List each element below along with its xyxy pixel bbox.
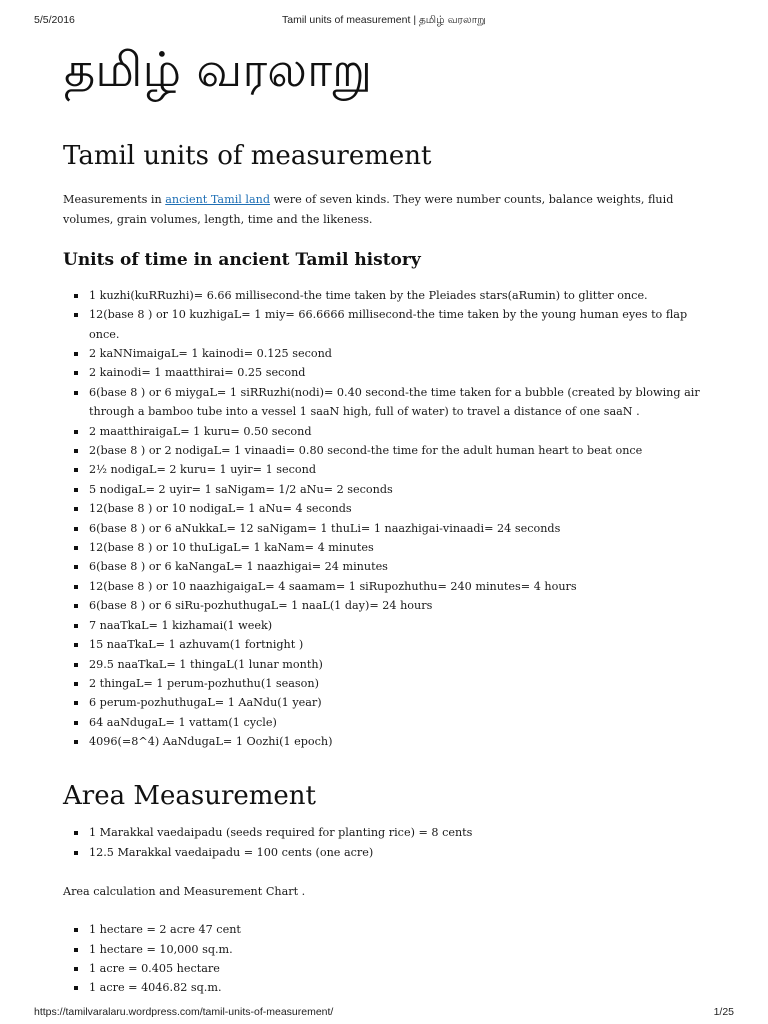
post-title: Tamil units of measurement	[63, 141, 432, 171]
area-measurement-heading: Area Measurement	[63, 780, 317, 811]
list-item: 12.5 Marakkal vaedaipadu = 100 cents (one acre)	[89, 843, 713, 862]
intro-text-after: were of seven kinds. They were number counts, balance weights, fluid volumes, grain volumes, length, time and the likeness.	[63, 192, 674, 226]
list-item: 29.5 naaTkaL= 1 thingaL(1 lunar month)	[89, 655, 713, 674]
list-item: 6(base 8 ) or 6 aNukkaL= 12 saNigam= 1 thuLi= 1 naazhigai-vinaadi= 24 seconds	[89, 519, 713, 538]
list-item: 7 naaTkaL= 1 kizhamai(1 week)	[89, 616, 713, 635]
intro-text-before: Measurements in	[63, 192, 166, 206]
list-item: 1 acre = 0.405 hectare	[89, 959, 713, 978]
list-item: 12(base 8 ) or 10 thuLigaL= 1 kaNam= 4 minutes	[89, 538, 713, 557]
list-item: 1 kuzhi(kuRRuzhi)= 6.66 millisecond-the time taken by the Pleiades stars(aRumin) to glitter once.	[89, 286, 713, 305]
intro-paragraph	[63, 190, 713, 230]
list-item: 2 kainodi= 1 maatthirai= 0.25 second	[89, 363, 713, 382]
list-item: 1 hectare = 10,000 sq.m.	[89, 940, 713, 959]
list-item: 4096(=8^4) AaNdugaL= 1 Oozhi(1 epoch)	[89, 732, 713, 751]
list-item: 6(base 8 ) or 6 siRu-pozhuthugaL= 1 naaL(1 day)= 24 hours	[89, 596, 713, 615]
post-content	[63, 140, 713, 998]
list-item: 64 aaNdugaL= 1 vattam(1 cycle)	[89, 713, 713, 732]
area-chart-list	[63, 920, 713, 998]
list-item: 15 naaTkaL= 1 azhuvam(1 fortnight )	[89, 635, 713, 654]
list-item: 6 perum-pozhuthugaL= 1 AaNdu(1 year)	[89, 693, 713, 712]
list-item: 1 Marakkal vaedaipadu (seeds required for planting rice) = 8 cents	[89, 823, 713, 842]
list-item: 12(base 8 ) or 10 nodigaL= 1 aNu= 4 seconds	[89, 499, 713, 518]
list-item: 12(base 8 ) or 10 kuzhigaL= 1 miy= 66.6666 millisecond-the time taken by the young human eyes to flap once.	[89, 305, 713, 344]
chart-caption: Area calculation and Measurement Chart .	[63, 885, 306, 899]
print-page-title: Tamil units of measurement | தமிழ் வரலாறு	[282, 14, 486, 26]
list-item: 2 maatthiraigaL= 1 kuru= 0.50 second	[89, 422, 713, 441]
area-units-list	[63, 823, 713, 862]
list-item: 2 kaNNimaigaL= 1 kainodi= 0.125 second	[89, 344, 713, 363]
list-item: 2 thingaL= 1 perum-pozhuthu(1 season)	[89, 674, 713, 693]
list-item: 12(base 8 ) or 10 naazhigaigaL= 4 saamam= 1 siRupozhuthu= 240 minutes= 4 hours	[89, 577, 713, 596]
list-item: 5 nodigaL= 2 uyir= 1 saNigam= 1/2 aNu= 2 seconds	[89, 480, 713, 499]
list-item: 6(base 8 ) or 6 kaNangaL= 1 naazhigai= 24 minutes	[89, 557, 713, 576]
ancient-tamil-land-link[interactable]: ancient Tamil land	[165, 192, 271, 206]
list-item: 6(base 8 ) or 6 miygaL= 1 siRRuzhi(nodi)= 0.40 second-the time taken for a bubble (created by blowing air through a bamboo tube into a vessel 1 saaN high, full of water) to travel a distance of one saaN .	[89, 383, 713, 422]
list-item: 1 acre = 4046.82 sq.m.	[89, 978, 713, 997]
list-item: 1 hectare = 2 acre 47 cent	[89, 920, 713, 939]
site-title[interactable]: தமிழ் வரலாறு	[64, 42, 373, 98]
print-url: https://tamilvaralaru.wordpress.com/tamil-units-of-measurement/	[34, 1006, 334, 1018]
page-number: 1/25	[713, 1006, 734, 1018]
print-date: 5/5/2016	[34, 14, 75, 26]
list-item: 2(base 8 ) or 2 nodigaL= 1 vinaadi= 0.80 second-the time for the adult human heart to beat once	[89, 441, 713, 460]
time-units-heading: Units of time in ancient Tamil history	[63, 249, 421, 270]
time-units-list	[63, 286, 713, 752]
list-item: 2½ nodigaL= 2 kuru= 1 uyir= 1 second	[89, 460, 713, 479]
